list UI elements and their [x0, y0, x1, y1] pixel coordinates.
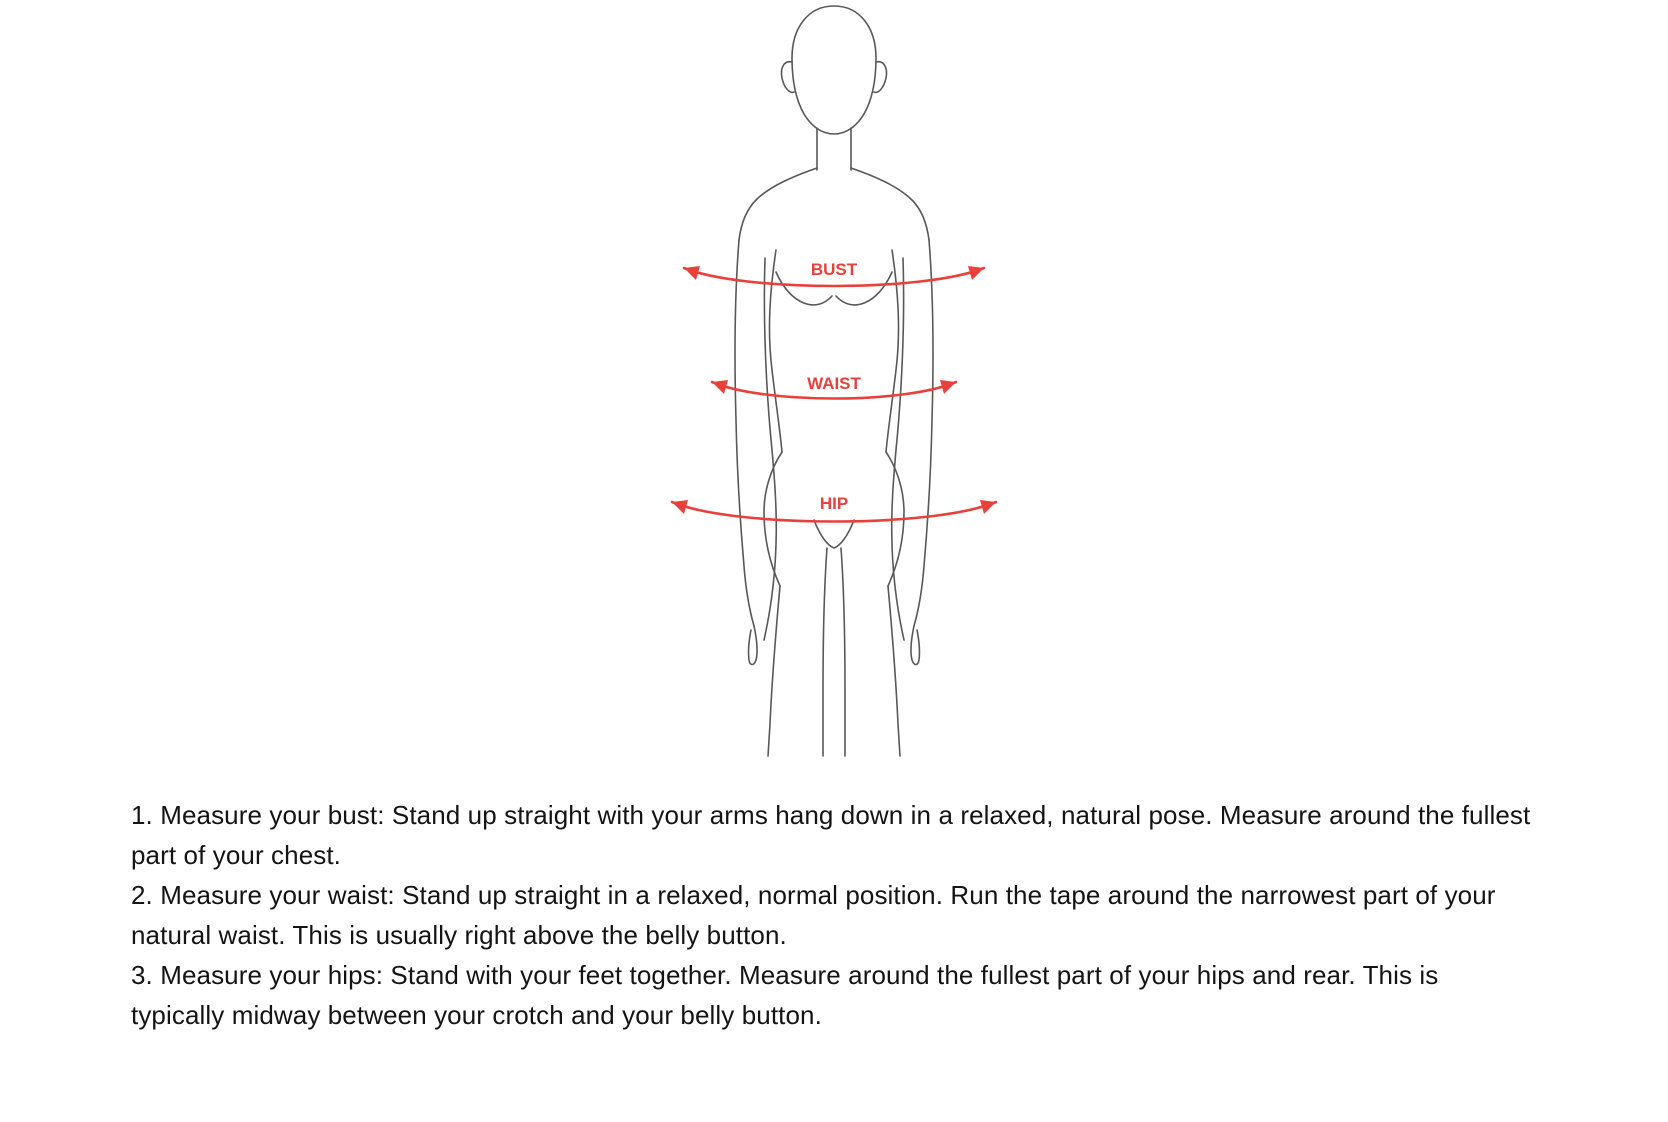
instruction-bust: 1. Measure your bust: Stand up straight with your arms hang down in a relaxed, natural pose. Measure around the fullest part of your chest. [131, 800, 1531, 870]
bust-label: BUST [810, 260, 858, 279]
waist-label: WAIST [807, 374, 861, 393]
hip-label: HIP [819, 494, 849, 513]
left-shoulder [739, 168, 817, 240]
head-outline [792, 6, 876, 134]
left-leg-inner [823, 548, 827, 756]
left-hand [749, 626, 757, 665]
measure-labels [784, 258, 884, 514]
instruction-waist: 2. Measure your waist: Stand up straight in a relaxed, normal position. Run the tape around the narrowest part of your natural waist. This is usually right above the belly button. [131, 880, 1496, 950]
right-hand [911, 626, 919, 665]
instruction-hips: 3. Measure your hips: Stand with your feet together. Measure around the fullest part of your hips and rear. This is typically midway between your crotch and your belly button. [131, 960, 1439, 1030]
right-arm-outer [914, 240, 933, 626]
left-arm-outer [735, 240, 754, 626]
measurement-instructions [131, 795, 1531, 1035]
right-shoulder [851, 168, 929, 240]
crotch-line [814, 520, 854, 548]
body-outline-svg [624, 0, 1044, 760]
right-leg-inner [841, 548, 845, 756]
